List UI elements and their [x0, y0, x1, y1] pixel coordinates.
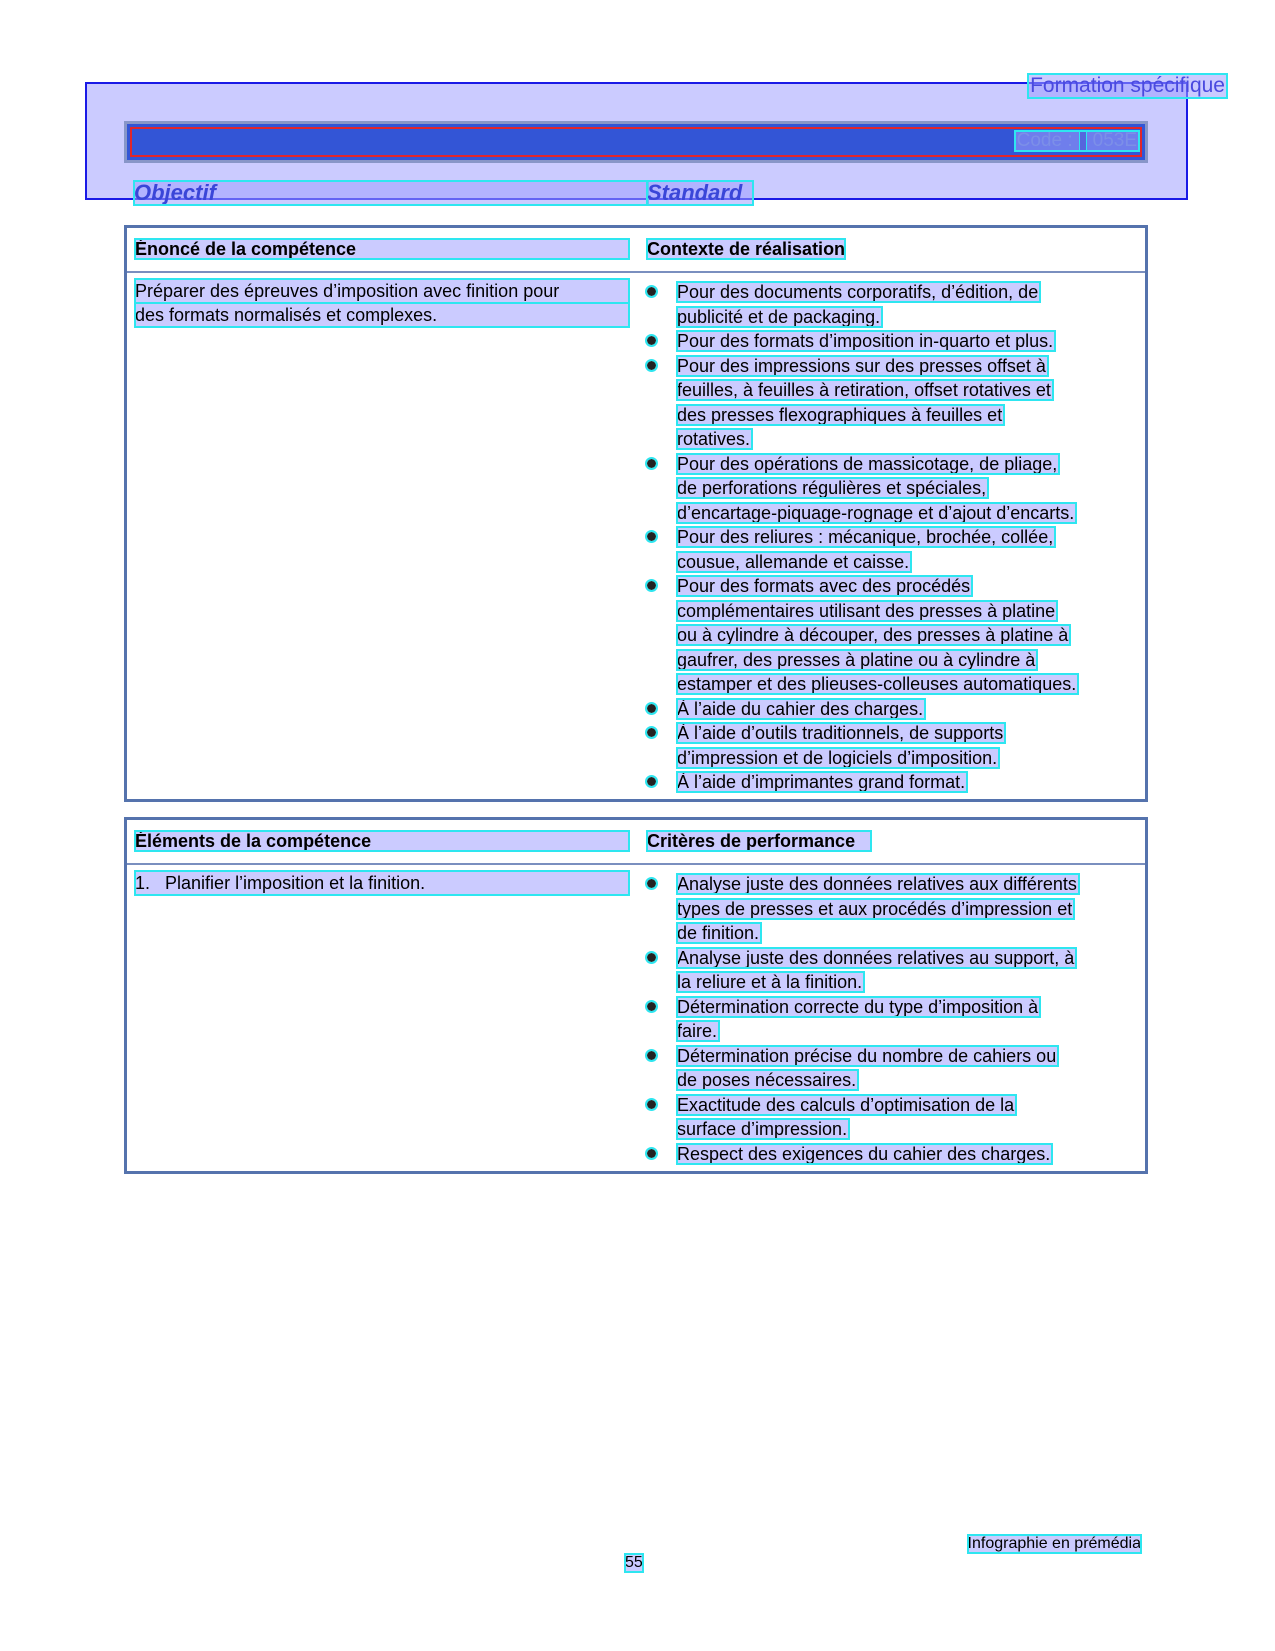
- bullet-icon: [647, 879, 656, 888]
- context-item-line: de perforations régulières et spéciales,: [677, 478, 987, 498]
- context-item-line: Pour des documents corporatifs, d’édition, de: [677, 282, 1039, 302]
- competency-element: [135, 871, 629, 895]
- criteria-item-line: Analyse juste des données relatives aux différents: [677, 874, 1077, 894]
- code-value: 053E: [1092, 130, 1137, 152]
- program-label: Formation spécifique: [1030, 74, 1225, 97]
- competency-code: [1015, 131, 1139, 151]
- context-item-line: ou à cylindre à découper, des presses à platine à: [677, 625, 1069, 645]
- criteria-item: [647, 995, 1147, 1044]
- criteria-list: [647, 872, 1147, 1166]
- context-item-line: À l’aide du cahier des charges.: [677, 698, 924, 719]
- context-item: [647, 354, 1147, 452]
- bullet-icon: [647, 287, 656, 296]
- criteria-item: [647, 1093, 1147, 1142]
- objectif-heading: Objectif: [134, 181, 648, 205]
- context-item: [647, 721, 1147, 770]
- bullet-icon: [647, 532, 656, 541]
- context-item-line: À l’aide d’imprimantes grand format.: [677, 772, 966, 792]
- context-item-line: Pour des reliures : mécanique, brochée, collée,: [677, 527, 1054, 547]
- context-item: [647, 452, 1147, 526]
- context-item-line: Pour des formats avec des procédés: [677, 576, 971, 596]
- bullet-icon: [647, 581, 656, 590]
- context-item: [647, 770, 1147, 795]
- criteria-item: [647, 1142, 1147, 1167]
- bullet-icon: [647, 459, 656, 468]
- context-item-line: rotatives.: [677, 429, 751, 449]
- standard-heading: Standard: [647, 181, 753, 205]
- code-prefix: Code :: [1016, 130, 1073, 152]
- criteria-item: [647, 872, 1147, 946]
- bullet-icon: [647, 1100, 656, 1109]
- context-item-line: Pour des impressions sur des presses offset à: [677, 355, 1046, 376]
- table-header-divider: [127, 271, 1145, 273]
- context-list: [647, 280, 1147, 795]
- criteria-item-line: de finition.: [677, 923, 760, 943]
- context-item-line: d’encartage-piquage-rognage et d’ajout d’encarts.: [677, 502, 1075, 523]
- criteria-item-line: la reliure et à la finition.: [677, 972, 863, 992]
- context-item-line: À l’aide d’outils traditionnels, de supports: [677, 723, 1004, 743]
- criteria-header: Critères de performance: [647, 831, 871, 851]
- criteria-item-line: faire.: [677, 1021, 718, 1041]
- bullet-icon: [647, 777, 656, 786]
- element-text: Planifier l’imposition et la finition.: [165, 873, 426, 893]
- context-item-line: Pour des formats d’imposition in-quarto et plus.: [677, 331, 1054, 351]
- competency-statement-table: [124, 225, 1148, 802]
- code-bar: [124, 121, 1148, 163]
- bullet-icon: [647, 953, 656, 962]
- context-item-line: Pour des opérations de massicotage, de pliage,: [677, 453, 1058, 474]
- bullet-icon: [647, 704, 656, 713]
- bullet-icon: [647, 1051, 656, 1060]
- criteria-item-line: Exactitude des calculs d’optimisation de la: [677, 1094, 1015, 1115]
- criteria-item-line: types de presses et aux procédés d’impression et: [677, 898, 1073, 919]
- bullet-icon: [647, 1149, 656, 1158]
- context-item: [647, 329, 1147, 354]
- context-item: [647, 574, 1147, 697]
- code-bar-frame: [130, 127, 1142, 157]
- context-header: Contexte de réalisation: [647, 239, 846, 259]
- criteria-item-line: Détermination correcte du type d’imposition à: [677, 996, 1039, 1017]
- context-item-line: des presses flexographiques à feuilles et: [677, 404, 1003, 425]
- criteria-item-line: Détermination précise du nombre de cahiers ou: [677, 1045, 1057, 1066]
- footer-program-name: Infographie en prémédia: [967, 1535, 1141, 1552]
- bullet-icon: [647, 361, 656, 370]
- context-item-line: complémentaires utilisant des presses à platine: [677, 600, 1056, 621]
- context-item-line: publicité et de packaging.: [677, 306, 881, 327]
- code-separator: [1079, 131, 1087, 151]
- criteria-item: [647, 946, 1147, 995]
- table-header-divider: [127, 863, 1145, 865]
- performance-criteria-table: [124, 817, 1148, 1174]
- context-item: [647, 280, 1147, 329]
- element-number: 1.: [135, 873, 151, 893]
- context-item-line: cousue, allemande et caisse.: [677, 551, 910, 572]
- bullet-icon: [647, 728, 656, 737]
- criteria-item-line: surface d’impression.: [677, 1119, 848, 1139]
- context-item: [647, 525, 1147, 574]
- context-item-line: estamper et des plieuses-colleuses automatiques.: [677, 674, 1077, 694]
- context-item-line: feuilles, à feuilles à retiration, offset rotatives et: [677, 380, 1051, 400]
- statement-header: Énoncé de la compétence: [135, 239, 629, 259]
- elements-header: Éléments de la compétence: [135, 831, 629, 851]
- context-item-line: d’impression et de logiciels d’imposition.: [677, 747, 998, 768]
- page-number: 55: [625, 1554, 643, 1571]
- statement-line: Préparer des épreuves d’imposition avec finition pour: [135, 279, 629, 303]
- bullet-icon: [647, 336, 656, 345]
- context-item: [647, 697, 1147, 722]
- criteria-item: [647, 1044, 1147, 1093]
- statement-line: des formats normalisés et complexes.: [135, 303, 629, 327]
- criteria-item-line: Respect des exigences du cahier des charges.: [677, 1143, 1051, 1164]
- criteria-item-line: Analyse juste des données relatives au support, à: [677, 947, 1075, 968]
- criteria-item-line: de poses nécessaires.: [677, 1070, 857, 1090]
- competency-statement: [135, 279, 629, 327]
- bullet-icon: [647, 1002, 656, 1011]
- context-item-line: gaufrer, des presses à platine ou à cylindre à: [677, 649, 1036, 670]
